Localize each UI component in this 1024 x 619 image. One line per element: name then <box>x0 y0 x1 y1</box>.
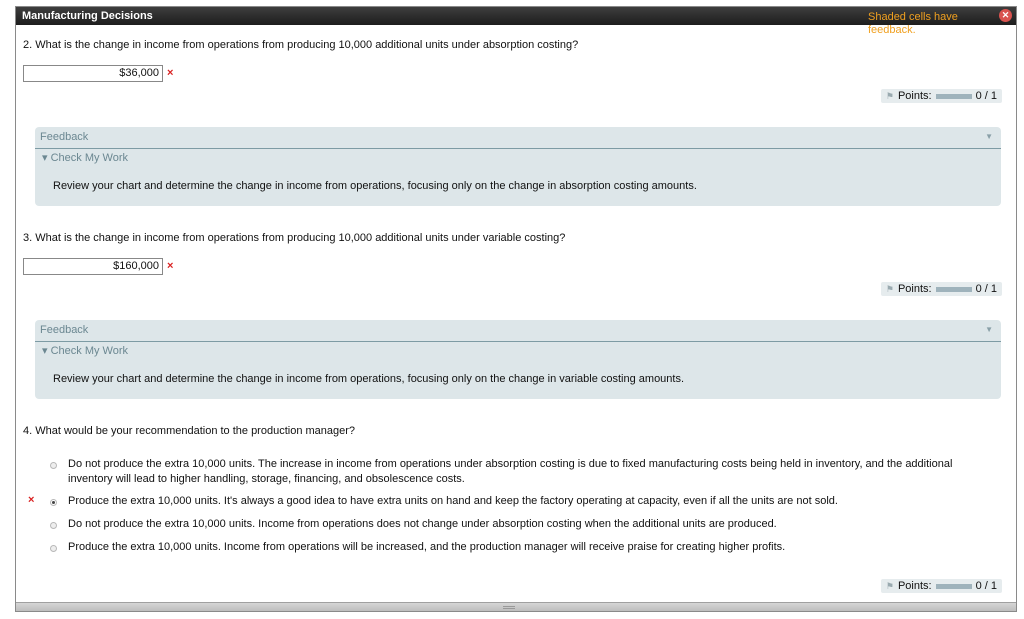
points-label: Points: <box>897 90 932 102</box>
check-my-work-toggle[interactable]: ▾ Check My Work <box>42 152 128 164</box>
title-bar <box>16 7 1016 25</box>
feedback-text: Review your chart and determine the change in income from operations, focusing only on the change in absorption costing amounts. <box>53 180 697 192</box>
check-my-work-toggle[interactable]: ▾ Check My Work <box>42 345 128 357</box>
dialog-window <box>15 6 1017 612</box>
chevron-down-icon[interactable]: ▼ <box>985 132 993 141</box>
incorrect-icon: × <box>167 67 174 79</box>
option-2-label[interactable]: Produce the extra 10,000 units. It's always a good idea to have extra units on hand and keep the factory operating at capacity, even if all the units are not sold. <box>68 495 838 507</box>
resize-bar[interactable] <box>16 602 1016 611</box>
flag-icon: ⚑ <box>885 581 894 591</box>
feedback-header[interactable] <box>35 127 1001 149</box>
question-2-feedback-panel <box>35 127 1001 206</box>
chevron-down-icon[interactable]: ▼ <box>985 325 993 334</box>
question-3-feedback-panel <box>35 320 1001 399</box>
question-2-text: 2. What is the change in income from operations from producing 10,000 additional units under absorption costing? <box>23 39 579 51</box>
feedback-title: Feedback <box>40 131 89 143</box>
question-2-points <box>881 89 1002 103</box>
question-4-points <box>881 579 1002 593</box>
option-1-label[interactable]: Do not produce the extra 10,000 units. The increase in income from operations under absorption costing is due to fixed manufacturing costs being held in inventory, and the additional inventory will lead to higher handling, storage, financing, and obsolescence costs. <box>68 458 953 485</box>
question-4-text: 4. What would be your recommendation to the production manager? <box>23 425 356 437</box>
question-3-answer-field[interactable]: $160,000 <box>23 258 163 275</box>
shaded-cells-note: Shaded cells have feedback. <box>868 11 958 36</box>
points-value: 0 / 1 <box>975 283 997 295</box>
window-title: Manufacturing Decisions <box>22 10 153 22</box>
option-2-radio[interactable] <box>50 499 57 506</box>
option-1-radio[interactable] <box>50 462 57 469</box>
feedback-header[interactable] <box>35 320 1001 342</box>
flag-icon: ⚑ <box>885 91 894 101</box>
option-4-radio[interactable] <box>50 545 57 552</box>
points-value: 0 / 1 <box>975 580 997 592</box>
option-3-radio[interactable] <box>50 522 57 529</box>
points-label: Points: <box>897 283 932 295</box>
close-icon[interactable]: ✕ <box>999 9 1012 22</box>
points-label: Points: <box>897 580 932 592</box>
content-area <box>16 25 1016 602</box>
flag-icon: ⚑ <box>885 284 894 294</box>
option-4-label[interactable]: Produce the extra 10,000 units. Income from operations will be increased, and the production manager will receive praise for creating higher profits. <box>68 541 786 553</box>
points-value: 0 / 1 <box>975 90 997 102</box>
resize-grip-icon[interactable] <box>503 606 515 609</box>
points-bar <box>936 287 972 292</box>
feedback-text: Review your chart and determine the change in income from operations, focusing only on the change in variable costing amounts. <box>53 373 685 385</box>
option-3-label[interactable]: Do not produce the extra 10,000 units. Income from operations does not change under absorption costing when the additional units are produced. <box>68 518 777 530</box>
incorrect-icon: × <box>167 260 174 272</box>
points-bar <box>936 94 972 99</box>
incorrect-icon: × <box>28 494 35 506</box>
points-bar <box>936 584 972 589</box>
question-2-answer-field[interactable]: $36,000 <box>23 65 163 82</box>
question-3-points <box>881 282 1002 296</box>
feedback-title: Feedback <box>40 324 89 336</box>
question-3-text: 3. What is the change in income from operations from producing 10,000 additional units under variable costing? <box>23 232 566 244</box>
